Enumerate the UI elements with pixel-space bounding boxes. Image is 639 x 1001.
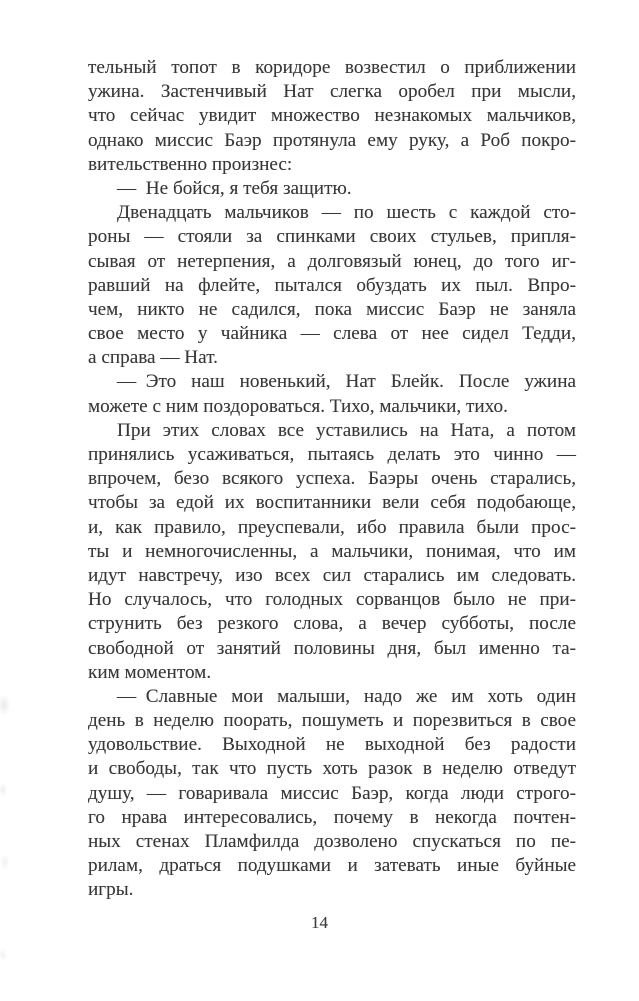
text-line: игры. [88, 879, 134, 901]
text-line: впрочем, безо всякого успеха. Баэры очень старались, [88, 468, 576, 490]
text-line: свое место у чайника — слева от нее сидел Тедди, [88, 323, 576, 345]
text-line: а справа — Нат. [88, 347, 218, 369]
text-line: сывая от нетерпения, а долговязый юнец, до того иг- [88, 250, 576, 272]
text-line: удовольствие. Выходной не выходной без радости [88, 734, 576, 756]
text-line: ных стенах Пламфилда дозволено спускаться по пе- [88, 831, 576, 852]
text-line: роны — стояли за спинками своих стульев, припля- [88, 226, 576, 248]
text-line: вительственно произнес: [88, 153, 293, 175]
paragraph [88, 177, 576, 201]
text-line: и, как правило, преуспевали, ибо правила были прос- [88, 516, 576, 538]
text-line: и свободы, так что пусть хоть разок в неделю отведут [88, 758, 576, 780]
paragraph [88, 419, 576, 685]
text-line: чтобы за едой их воспитанники вели себя подобающе, [88, 492, 576, 514]
paragraph [88, 56, 576, 177]
text-line: чем, никто не садился, пока миссис Баэр не заняла [88, 298, 576, 320]
paragraph [88, 370, 576, 418]
page-number: 14 [311, 913, 328, 932]
text-line: принялись усаживаться, пытаясь делать это чинно — [88, 444, 576, 465]
text-line: рилам, драться подушками и затевать иные буйные [88, 855, 576, 877]
text-line: равший на флейте, пытался обуздать их пыл. Впро- [88, 274, 576, 296]
text-line: го нрава интересовались, почему в некогда почтен- [88, 806, 576, 828]
text-line: — Не бойся, я тебя защитю. [117, 177, 352, 199]
page-text [88, 56, 576, 903]
text-line: тельный топот в коридоре возвестил о приближении [88, 57, 576, 78]
paragraph [88, 685, 576, 903]
text-line: однако миссис Баэр протянула ему руку, а Роб покро- [88, 129, 576, 151]
text-line: душу, — говаривала миссис Баэр, когда люди строго- [88, 782, 576, 804]
text-line: — Славные мои малыши, надо же им хоть один [117, 685, 576, 707]
text-line: струнить без резкого слова, а вечер субботы, после [88, 613, 576, 635]
text-line: Но случалось, что голодных сорванцов было не при- [88, 589, 576, 611]
text-line: Двенадцать мальчиков — по шесть с каждой сто- [117, 202, 576, 224]
paragraph [88, 201, 576, 370]
text-line: день в неделю поорать, пошуметь и порезвиться в свое [88, 710, 576, 732]
text-line: ты и немногочисленны, а мальчики, понимая, что им [88, 540, 576, 562]
text-line: — Это наш новенький, Нат Блейк. После ужина [117, 371, 576, 393]
text-line: ким моментом. [88, 661, 212, 683]
text-line: ужина. Застенчивый Нат слегка оробел при мысли, [88, 81, 576, 103]
text-line: свободной от занятий половины дня, был именно та- [88, 637, 576, 659]
text-line: можете с ним поздороваться. Тихо, мальчики, тихо. [88, 395, 508, 417]
text-line: что сейчас увидит множество незнакомых мальчиков, [88, 105, 576, 127]
text-line: При этих словах все уставились на Ната, а потом [117, 419, 576, 441]
text-line: идут навстречу, изо всех сил старались им следовать. [88, 564, 576, 586]
